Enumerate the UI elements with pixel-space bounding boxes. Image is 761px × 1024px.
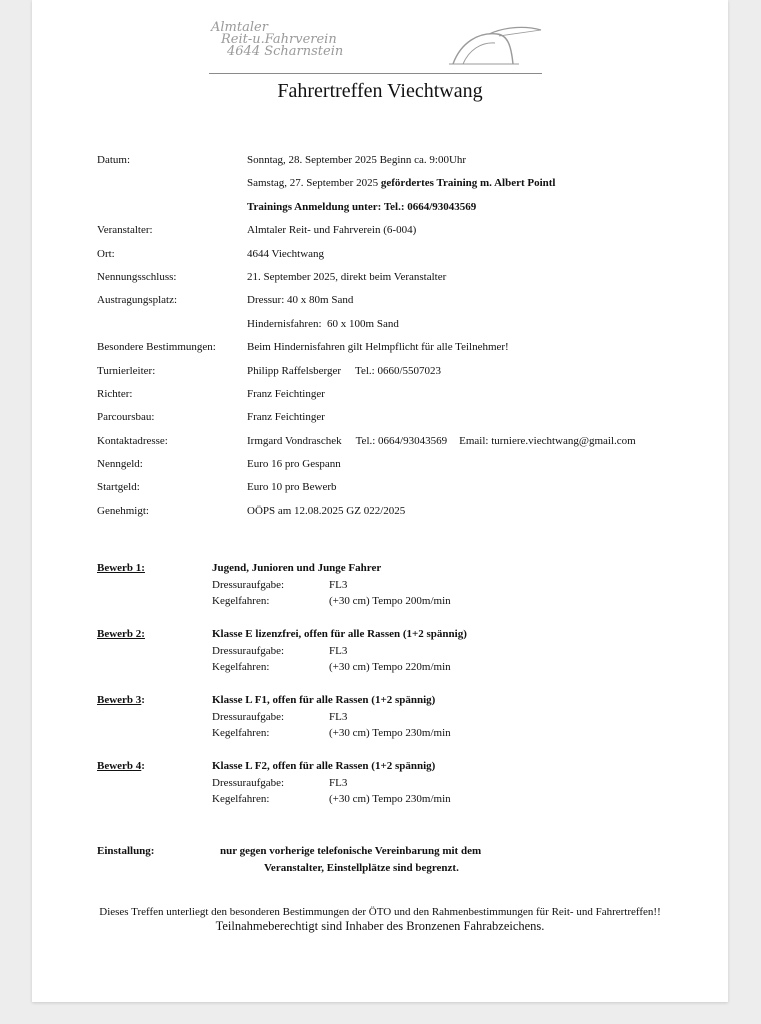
competition-3 (97, 692, 717, 758)
stabling-label: Einstallung: (97, 845, 155, 857)
detail-row-date (97, 153, 717, 176)
detail-row-training-registration (97, 200, 717, 223)
detail-row-approved (97, 504, 717, 527)
dressage-value: FL3 (329, 644, 348, 657)
detail-value: Euro 16 pro Gespann (247, 458, 341, 471)
carriage-whip-icon (449, 24, 544, 70)
training-registration: Trainings Anmeldung unter: Tel.: 0664/93043569 (247, 200, 477, 213)
cone-value: (+30 cm) Tempo 200m/min (329, 595, 451, 607)
detail-row-location (97, 247, 717, 270)
detail-label: Austragungsplatz: (97, 294, 178, 307)
detail-row-course-designer (97, 410, 717, 433)
contact-phone: Tel.: 0664/93043569 (355, 434, 448, 447)
dressage-label: Dressuraufgabe: (212, 644, 285, 657)
dressage-value: FL3 (329, 710, 348, 723)
detail-row-venue (97, 293, 717, 316)
contact-name: Irmgard Vondraschek (247, 434, 342, 447)
competition-2 (97, 626, 717, 692)
detail-row-tournament-director (97, 364, 717, 387)
detail-value: Sonntag, 28. September 2025 Beginn ca. 9:00Uhr (247, 154, 467, 166)
detail-row-special-rules (97, 340, 717, 363)
competition-4 (97, 758, 717, 824)
footer-eligibility: Teilnahmeberechtigt sind Inhaber des Bronzenen Fahrabzeichens. (215, 919, 545, 933)
detail-label: Nenngeld: (97, 458, 143, 471)
event-details (97, 153, 717, 527)
club-logo (209, 22, 544, 80)
logo-line-1: Almtaler (211, 20, 268, 35)
competition-title: Jugend, Junioren und Junge Fahrer (212, 562, 382, 574)
page-title: Fahrertreffen Viechtwang (277, 80, 483, 102)
logo-text (209, 22, 343, 58)
detail-label: Startgeld: (97, 481, 140, 494)
detail-value (247, 434, 636, 448)
contact-email[interactable]: Email: turniere.viechtwang@gmail.com (459, 434, 636, 447)
dressage-value: FL3 (329, 578, 348, 591)
dressage-label: Dressuraufgabe: (212, 578, 285, 591)
competition-title: Klasse E lizenzfrei, offen für alle Rassen (1+2 spännig) (212, 628, 467, 640)
detail-row-deadline (97, 270, 717, 293)
footer-rules: Dieses Treffen unterliegt den besonderen Bestimmungen der ÖTO und den Rahmenbestimmungen für Reit- und Fahrertreffen!! (99, 906, 661, 918)
dressage-value: FL3 (329, 776, 348, 789)
detail-label: Datum: (97, 154, 130, 166)
detail-row-organizer (97, 223, 717, 246)
dressage-label: Dressuraufgabe: (212, 710, 285, 723)
cone-value: (+30 cm) Tempo 220m/min (329, 661, 451, 673)
detail-row-entry-fee (97, 457, 717, 480)
detail-value: Franz Feichtinger (247, 387, 325, 400)
cone-label: Kegelfahren: (212, 727, 270, 739)
competition-name (97, 692, 145, 709)
competition-name: Bewerb 2: (97, 628, 145, 640)
cone-label: Kegelfahren: (212, 793, 270, 805)
document-page (32, 0, 728, 1002)
competition-1 (97, 560, 717, 626)
stabling-line-1: nur gegen vorherige telefonische Vereinbarung mit dem (220, 845, 482, 857)
detail-row-training (97, 176, 717, 199)
footer-notice (32, 906, 728, 933)
director-name: Philipp Raffelsberger (247, 364, 341, 377)
cone-label: Kegelfahren: (212, 595, 270, 607)
detail-row-start-fee (97, 480, 717, 503)
detail-label: Parcoursbau: (97, 411, 155, 424)
detail-label: Turnierleiter: (97, 364, 156, 377)
stabling-line-2: Veranstalter, Einstellplätze sind begrenzt. (264, 862, 459, 874)
detail-label: Genehmigt: (97, 504, 149, 517)
detail-value (247, 364, 441, 378)
detail-label: Nennungsschluss: (97, 270, 177, 283)
detail-value: 21. September 2025, direkt beim Veranstalter (247, 270, 447, 283)
detail-value: Beim Hindernisfahren gilt Helmpflicht für alle Teilnehmer! (247, 341, 509, 354)
logo-line-2: Reit-u.Fahrverein (221, 32, 337, 47)
detail-label: Veranstalter: (97, 224, 153, 237)
detail-value: OÖPS am 12.08.2025 GZ 022/2025 (247, 504, 406, 517)
cone-value: (+30 cm) Tempo 230m/min (329, 727, 451, 739)
competition-name (97, 758, 145, 775)
detail-row-judge (97, 387, 717, 410)
competitions-list (97, 560, 717, 824)
dressage-label: Dressuraufgabe: (212, 776, 285, 789)
logo-divider (209, 73, 542, 74)
competition-name-colon: : (141, 694, 145, 706)
competition-name-colon: : (141, 760, 145, 772)
detail-label: Richter: (97, 387, 133, 400)
director-phone: Tel.: 0660/5507023 (355, 364, 442, 377)
competition-title: Klasse L F1, offen für alle Rassen (1+2 spännig) (212, 694, 436, 706)
detail-value: Almtaler Reit- und Fahrverein (6-004) (247, 224, 417, 237)
detail-value: 4644 Viechtwang (247, 247, 325, 260)
detail-value: Euro 10 pro Bewerb (247, 481, 337, 494)
detail-label: Ort: (97, 247, 115, 260)
training-date: Samstag, 27. September 2025 (247, 177, 381, 190)
competition-name-text: Bewerb 4 (97, 760, 142, 772)
competition-title: Klasse L F2, offen für alle Rassen (1+2 spännig) (212, 760, 436, 772)
detail-row-contact (97, 434, 717, 457)
detail-label: Kontaktadresse: (97, 434, 168, 447)
detail-value (247, 176, 555, 190)
competition-name-text: Bewerb 3 (97, 694, 142, 706)
logo-line-3: 4644 Scharnstein (227, 44, 344, 59)
cone-label: Kegelfahren: (212, 661, 270, 673)
detail-value: Franz Feichtinger (247, 411, 325, 424)
competition-name: Bewerb 1: (97, 562, 145, 574)
detail-row-venue-obstacle (97, 317, 717, 340)
detail-value: Dressur: 40 x 80m Sand (247, 294, 354, 307)
detail-value: Hindernisfahren: 60 x 100m Sand (247, 317, 399, 330)
training-note: gefördertes Training m. Albert Pointl (380, 177, 556, 190)
detail-label: Besondere Bestimmungen: (97, 341, 216, 354)
cone-value: (+30 cm) Tempo 230m/min (329, 793, 451, 805)
